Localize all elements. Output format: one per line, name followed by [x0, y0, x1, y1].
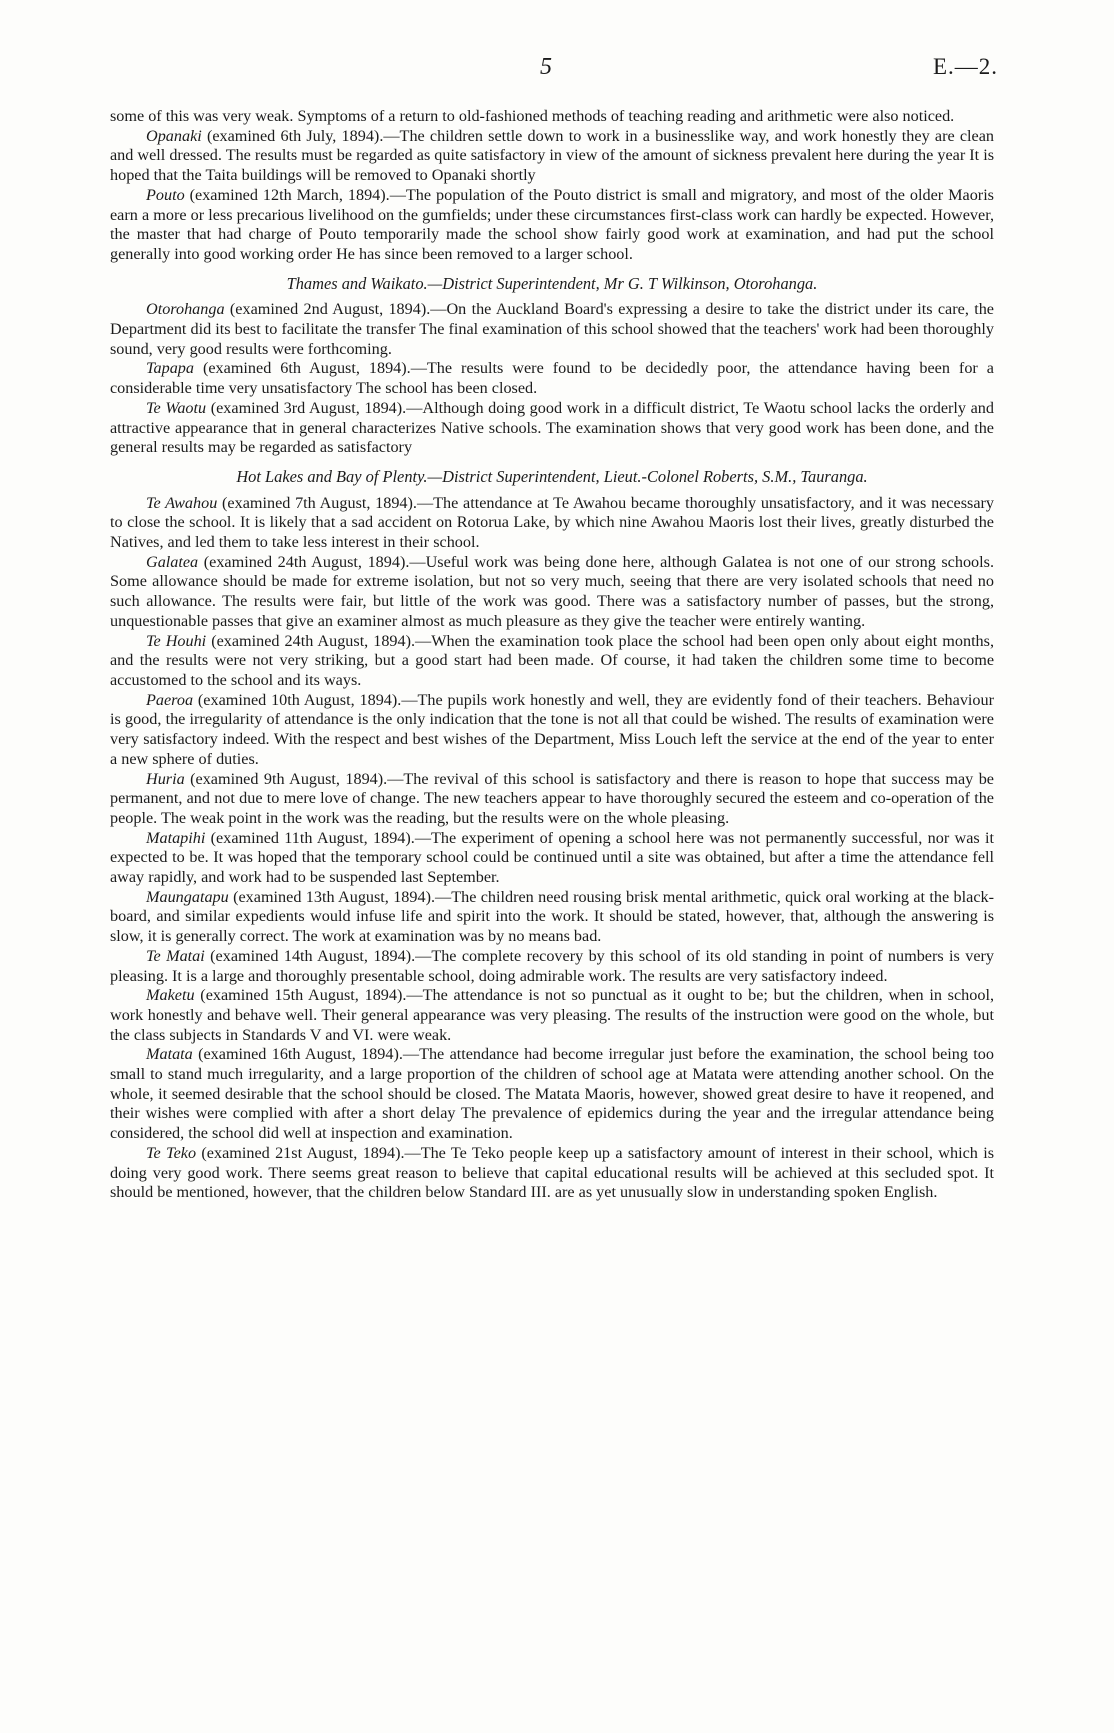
- school-name: Maketu: [146, 986, 195, 1005]
- document-page: [110, 0, 998, 1203]
- school-report-text: (examined 6th July, 1894).—The children settle down to work in a businesslike way, and work honestly they are clean and well dressed. The results must be regarded as quite satisfactory in view of the amount of sickness prevalent here during the year It is hoped that the Taita buildings will be removed to Opanaki shortly: [110, 126, 994, 185]
- school-name: Te Waotu: [146, 398, 207, 417]
- school-report-paragraph: [110, 632, 994, 691]
- school-name: Tapapa: [146, 359, 194, 378]
- school-name: Te Matai: [146, 946, 205, 965]
- school-report-text: (examined 24th August, 1894).—When the examination took place the school had been open only about eight months, and the results were not very striking, but a good start had been made. Of course, it had taken the children some time to become accustomed to the school and its ways.: [110, 631, 995, 689]
- district-heading: Hot Lakes and Bay of Plenty.—District Superintendent, Lieut.-Colonel Roberts, S.M., Tauranga.: [236, 466, 868, 486]
- school-report-paragraph: [110, 359, 994, 398]
- school-report-text: (examined 7th August, 1894).—The attendance at Te Awahou became thoroughly unsatisfactory, and it was necessary to close the school. It is likely that a sad accident on Rotorua Lake, by which nine Awahou Maoris lost their lives, greatly disturbed the Natives, and led them to take less interest in their school.: [110, 493, 995, 552]
- report-body: [110, 107, 994, 1203]
- school-name: Te Teko: [146, 1143, 197, 1162]
- school-report-paragraph: [110, 986, 994, 1045]
- school-report-paragraph: [110, 770, 994, 829]
- school-report-paragraph: [110, 300, 994, 359]
- series-reference: E.—2.: [932, 54, 998, 79]
- school-report-text: (examined 9th August, 1894).—The revival of this school is satisfactory and there is reason to hope that success may be permanent, and not due to mere love of change. The new teachers appear to have thoroughly secured the esteem and co-operation of the people. The weak point in the work was the reading, but the results were on the whole pleasing.: [110, 769, 994, 827]
- school-report-paragraph: [110, 947, 994, 986]
- school-report-text: (examined 16th August, 1894).—The attendance had become irregular just before the examination, the school being too small to stand much irregularity, and a large proportion of the children of school age at Matata were attending another school. On the whole, it seemed desirable that the school should be closed. The Matata Maoris, however, showed great desire to have it reopened, and their wishes were complied with after a short delay The prevalence of epidemics during the year and the irregular attendance being considered, the school did well at inspection and examination.: [110, 1045, 994, 1143]
- school-name: Te Houhi: [146, 631, 207, 650]
- school-report-text: (examined 2nd August, 1894).—On the Auckland Board's expressing a desire to take the district under its care, the Department did its best to facilitate the transfer The final examination of this school showed that the teachers' work had been thoroughly sound, very good results were forthcoming.: [110, 300, 994, 358]
- school-name: Huria: [146, 769, 185, 788]
- school-report-text: (examined 24th August, 1894).—Useful work was being done here, although Galatea is not one of our strong schools. Some allowance should be made for extreme isolation, but not so very much, seeing that there are very isolated schools that need no such allowance. The results were fair, but little of the work was good. There was a satisfactory number of passes, but the strong, unquestionable passes that give an examiner almost as much pleasure as they give the teacher were entirely wanting.: [110, 552, 994, 630]
- school-report-paragraph: [110, 494, 994, 553]
- school-name: Otorohanga: [146, 300, 225, 319]
- page-number: 5: [540, 54, 552, 80]
- school-report-paragraph: [110, 829, 994, 888]
- school-report-paragraph: [110, 1144, 994, 1203]
- school-name: Maungatapu: [146, 887, 229, 906]
- school-name: Matata: [146, 1045, 193, 1064]
- school-report-text: (examined 14th August, 1894).—The complete recovery by this school of its old standing in point of numbers is very pleasing. It is a large and thoroughly presentable school, doing admirable work. The results are very satisfactory indeed.: [110, 946, 994, 985]
- school-report-text: (examined 3rd August, 1894).—Although doing good work in a difficult district, Te Waotu school lacks the orderly and attractive appearance that in general characterizes Native schools. The examination shows that very good work has been done, and the general results may be regarded as satisfactory: [110, 398, 994, 457]
- school-report-paragraph: [110, 888, 994, 947]
- school-report-paragraph: [110, 691, 994, 770]
- school-report-text: (examined 11th August, 1894).—The experiment of opening a school here was not permanently successful, nor was it expected to be. It was hoped that the temporary school could be continued until a site was obtained, but after a time the attendance fell away rapidly, and work had to be suspended last September.: [110, 828, 994, 887]
- school-report-text: (examined 6th August, 1894).—The results were found to be decidedly poor, the attendance having been for a considerable time very unsatisfactory The school has been closed.: [110, 359, 994, 398]
- page-header: [110, 0, 998, 100]
- continued-paragraph: some of this was very weak. Symptoms of a return to old-fashioned methods of teaching reading and arithmetic were also noticed.: [110, 107, 955, 125]
- school-report-paragraph: [110, 553, 994, 632]
- school-report-text: (examined 21st August, 1894).—The Te Teko people keep up a satisfactory amount of interest in their school, which is doing very good work. There seems great reason to believe that capital educational results will be achieved at this secluded spot. It should be mentioned, however, that the children below Standard III. are as yet unusually slow in understanding spoken English.: [110, 1143, 995, 1202]
- school-name: Galatea: [146, 552, 199, 571]
- district-heading: Thames and Waikato.—District Superintendent, Mr G. T Wilkinson, Otorohanga.: [286, 273, 818, 293]
- school-report-paragraph: [110, 186, 994, 265]
- school-report-text: (examined 15th August, 1894).—The attendance is not so punctual as it ought to be; but the children, when in school, work honestly and behave well. Their general appearance was very pleasing. The results of the instruction were good on the whole, but the class subjects in Standards V and VI. were weak.: [110, 986, 994, 1044]
- school-report-text: (examined 12th March, 1894).—The population of the Pouto district is small and migratory, and most of the older Maoris earn a more or less precarious livelihood on the gumfields; under these circumstances first-class work can hardly be expected. However, the master that had charge of Pouto temporarily made the school show fairly good work at examination, and had put the school generally into good working order He has since been removed to a larger school.: [110, 185, 994, 263]
- school-report-text: (examined 13th August, 1894).—The children need rousing brisk mental arithmetic, quick oral working at the black-board, and similar expedients would infuse life and spirit into the work. It should be stated, however, that, although the answering is slow, it is generally correct. The work at examination was by no means bad.: [110, 887, 994, 946]
- school-report-paragraph: [110, 127, 994, 186]
- school-name: Opanaki: [146, 126, 202, 145]
- school-name: Paeroa: [146, 690, 194, 709]
- school-name: Matapihi: [146, 828, 206, 847]
- school-name: Pouto: [146, 185, 185, 204]
- school-name: Te Awahou: [146, 493, 218, 512]
- school-report-paragraph: [110, 399, 994, 458]
- school-report-text: (examined 10th August, 1894).—The pupils work honestly and well, they are evidently fond of their teachers. Behaviour is good, the irregularity of attendance is the only indication that the tone is not all that could be wished. The results of examination were very satisfactory indeed. With the respect and best wishes of the Department, Miss Louch left the service at the end of the year to enter a new sphere of duties.: [110, 690, 994, 768]
- school-report-paragraph: [110, 1045, 994, 1144]
